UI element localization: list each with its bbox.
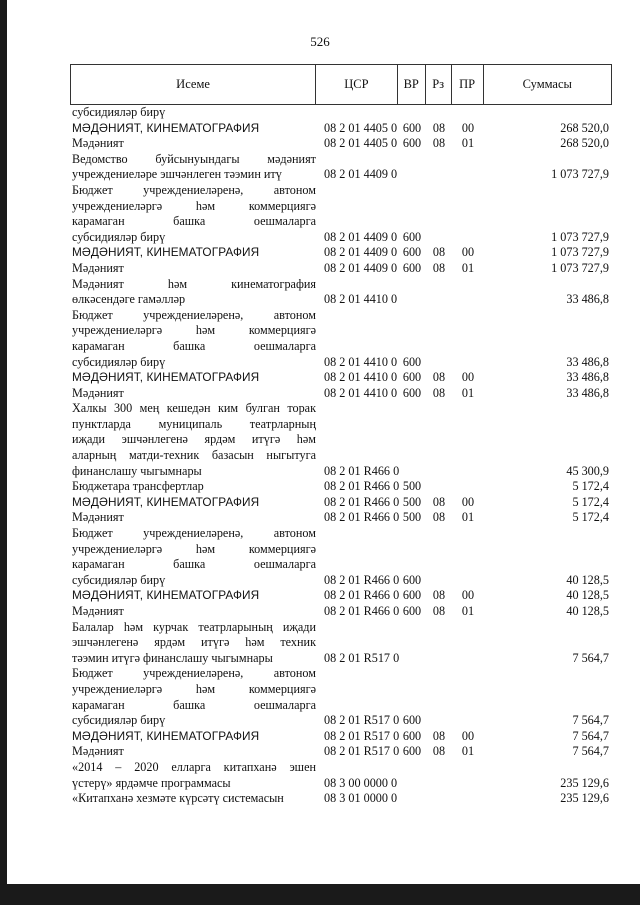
table-row xyxy=(70,386,612,402)
row-name xyxy=(70,620,316,667)
row-vr: 600 xyxy=(402,260,422,275)
row-name-line: Халкы 300 мең кешедән ким булган торак xyxy=(72,401,316,416)
row-rz: 08 xyxy=(432,385,446,400)
row-sum: 45 300,9 xyxy=(566,463,609,478)
row-csr: 08 3 00 0000 0 xyxy=(324,775,398,790)
row-csr: 08 2 01 R466 0 xyxy=(324,494,400,509)
row-pr: 00 xyxy=(461,494,475,509)
table-row xyxy=(70,526,612,588)
table-row xyxy=(70,510,612,526)
row-pr: 00 xyxy=(461,588,475,603)
row-name-line: аларның матди-техник базасын ныгытуга xyxy=(72,448,316,463)
row-pr: 01 xyxy=(461,136,475,151)
header-csr: ЦСР xyxy=(316,65,398,104)
row-pr: 00 xyxy=(461,120,475,135)
row-rz: 08 xyxy=(432,494,446,509)
row-name-line: Бюджет учреждениеләренә, автоном xyxy=(72,182,316,197)
row-sum: 33 486,8 xyxy=(566,354,609,369)
row-sum: 7 564,7 xyxy=(572,728,609,743)
row-name-line: субсидияләр бирү xyxy=(72,229,166,244)
row-sum: 268 520,0 xyxy=(560,120,609,135)
row-csr: 08 2 01 R466 0 xyxy=(324,604,400,618)
table-row xyxy=(70,401,612,479)
row-vr: 600 xyxy=(402,370,422,385)
row-name xyxy=(70,386,316,402)
table-body xyxy=(70,105,612,807)
row-csr: 08 2 01 R466 0 xyxy=(324,572,400,587)
row-name xyxy=(70,105,316,121)
row-name-line: субсидияләр бирү xyxy=(72,354,166,369)
row-vr: 600 xyxy=(402,245,422,260)
row-name-line: учреждениеләргә һәм коммерциягә xyxy=(72,323,316,338)
row-name-line: Мәдәният xyxy=(72,385,124,400)
table-row xyxy=(70,136,612,152)
row-csr: 08 2 01 4405 0 xyxy=(324,120,398,135)
row-name-line: Мәдәният xyxy=(72,744,124,759)
row-name-line: Ведомство буйсынуындагы мәдәният xyxy=(72,151,316,166)
row-name xyxy=(70,760,316,791)
row-name-line: субсидияләр бирү xyxy=(72,572,166,587)
row-csr: 08 2 01 4410 0 xyxy=(324,370,398,385)
table-header xyxy=(70,64,612,105)
row-name-line: МӘДӘНИЯТ, КИНЕМАТОГРАФИЯ xyxy=(72,370,260,385)
row-sum: 235 129,6 xyxy=(560,791,609,806)
row-csr: 08 2 01 R517 0 xyxy=(324,650,400,665)
row-name-line: өлкәсендәге гамәлләр xyxy=(72,292,186,307)
row-sum: 33 486,8 xyxy=(566,370,609,385)
table-row xyxy=(70,588,612,604)
row-rz: 08 xyxy=(432,728,446,743)
table-row xyxy=(70,370,612,386)
row-name-line: Мәдәният һәм кинематография xyxy=(72,276,316,291)
table-row xyxy=(70,744,612,760)
row-sum: 40 128,5 xyxy=(566,572,609,587)
row-csr: 08 2 01 4409 0 xyxy=(324,245,398,260)
row-name-line: учреждениеләре эшчәнлеген тәэмин итү xyxy=(72,167,282,182)
table-row xyxy=(70,495,612,511)
row-name-line: үстерү» ярдәмче программасы xyxy=(72,775,231,790)
row-csr: 08 2 01 4410 0 xyxy=(324,292,398,307)
row-name-line: Мәдәният xyxy=(72,136,124,151)
row-name xyxy=(70,666,316,728)
table-row xyxy=(70,620,612,667)
row-name xyxy=(70,510,316,526)
row-name-line: иҗади эшчәнлегенә ярдәм итүгә һәм xyxy=(72,432,316,447)
row-name xyxy=(70,308,316,370)
row-csr: 08 2 01 4410 0 xyxy=(324,385,398,400)
row-name xyxy=(70,136,316,152)
row-sum: 1 073 727,9 xyxy=(551,260,609,275)
row-vr: 600 xyxy=(402,713,422,728)
header-rz: Рз xyxy=(426,65,452,104)
row-name-line: карамаган башка оешмаларга xyxy=(72,338,316,353)
table-row xyxy=(70,791,612,807)
table-row xyxy=(70,105,612,121)
row-csr: 08 2 01 R466 0 xyxy=(324,463,400,478)
row-name xyxy=(70,401,316,479)
row-sum: 7 564,7 xyxy=(572,713,609,728)
row-sum: 5 172,4 xyxy=(572,494,609,509)
row-name xyxy=(70,495,316,511)
row-rz: 08 xyxy=(432,136,446,151)
row-csr: 08 2 01 R466 0 xyxy=(324,588,400,603)
row-vr: 500 xyxy=(402,494,422,509)
row-pr: 01 xyxy=(461,260,475,275)
row-csr: 08 2 01 4409 0 xyxy=(324,260,398,275)
row-csr: 08 2 01 R517 0 xyxy=(324,744,400,759)
row-pr: 00 xyxy=(461,245,475,260)
row-name xyxy=(70,729,316,745)
row-vr: 600 xyxy=(402,120,422,135)
row-sum: 1 073 727,9 xyxy=(551,245,609,260)
row-sum: 1 073 727,9 xyxy=(551,229,609,244)
row-csr: 08 2 01 R466 0 xyxy=(324,510,400,525)
row-vr: 500 xyxy=(402,510,422,525)
row-pr: 00 xyxy=(461,370,475,385)
row-pr: 01 xyxy=(461,744,475,759)
row-sum: 5 172,4 xyxy=(572,479,609,494)
row-rz: 08 xyxy=(432,260,446,275)
header-sum: Суммасы xyxy=(522,77,572,91)
table-row xyxy=(70,261,612,277)
row-name-line: Мәдәният xyxy=(72,260,124,275)
row-name xyxy=(70,121,316,137)
row-pr: 00 xyxy=(461,728,475,743)
row-name xyxy=(70,261,316,277)
table-row xyxy=(70,152,612,183)
row-sum: 7 564,7 xyxy=(572,650,609,665)
row-vr: 600 xyxy=(402,744,422,759)
header-vr: ВР xyxy=(398,65,426,104)
row-csr: 08 3 01 0000 0 xyxy=(324,791,398,806)
row-name-line: пунктларда муниципаль театрларның xyxy=(72,416,316,431)
row-vr: 600 xyxy=(402,588,422,603)
row-name-line: «2014 – 2020 елларга китапханә эшен xyxy=(72,759,316,774)
scan-border-bottom xyxy=(0,884,640,905)
row-sum: 33 486,8 xyxy=(566,292,609,307)
row-vr: 600 xyxy=(402,354,422,369)
row-name-line: тәэмин итүгә финанслашу чыгымнары xyxy=(72,650,273,665)
table-row xyxy=(70,308,612,370)
row-name-line: МӘДӘНИЯТ, КИНЕМАТОГРАФИЯ xyxy=(72,494,260,509)
row-name-line: карамаган башка оешмаларга xyxy=(72,697,316,712)
row-name-line: МӘДӘНИЯТ, КИНЕМАТОГРАФИЯ xyxy=(72,728,260,743)
row-name-line: субсидияләр бирү xyxy=(72,105,166,119)
row-name-line: карамаган башка оешмаларга xyxy=(72,214,316,229)
row-name-line: финанслашу чыгымнары xyxy=(72,463,202,478)
row-csr: 08 2 01 4405 0 xyxy=(324,136,398,151)
row-vr: 600 xyxy=(402,136,422,151)
row-rz: 08 xyxy=(432,245,446,260)
row-name xyxy=(70,277,316,308)
row-vr: 600 xyxy=(402,229,422,244)
table-row xyxy=(70,277,612,308)
header-name: Исеме xyxy=(71,65,316,104)
row-name xyxy=(70,588,316,604)
row-name-line: МӘДӘНИЯТ, КИНЕМАТОГРАФИЯ xyxy=(72,588,260,603)
table-row xyxy=(70,760,612,791)
row-name xyxy=(70,245,316,261)
row-name xyxy=(70,526,316,588)
row-name xyxy=(70,370,316,386)
row-name-line: МӘДӘНИЯТ, КИНЕМАТОГРАФИЯ xyxy=(72,245,260,260)
row-sum: 268 520,0 xyxy=(560,136,609,151)
row-name-line: субсидияләр бирү xyxy=(72,713,166,728)
row-rz: 08 xyxy=(432,120,446,135)
row-name xyxy=(70,152,316,183)
row-pr: 01 xyxy=(461,510,475,525)
row-vr: 500 xyxy=(402,479,422,494)
row-vr: 600 xyxy=(402,728,422,743)
table-row xyxy=(70,183,612,245)
row-rz: 08 xyxy=(432,510,446,525)
scan-border-left xyxy=(0,0,7,905)
row-vr: 600 xyxy=(402,385,422,400)
row-name-line: Бюджет учреждениеләренә, автоном xyxy=(72,526,316,541)
row-csr: 08 2 01 R517 0 xyxy=(324,713,400,728)
row-sum: 7 564,7 xyxy=(572,744,609,759)
row-vr: 600 xyxy=(402,572,422,587)
row-csr: 08 2 01 4410 0 xyxy=(324,354,398,369)
row-rz: 08 xyxy=(432,588,446,603)
row-sum: 5 172,4 xyxy=(572,510,609,525)
row-name-line: учреждениеләргә һәм коммерциягә xyxy=(72,541,316,556)
row-csr: 08 2 01 R466 0 xyxy=(324,479,400,494)
page-number: 526 xyxy=(310,34,330,49)
row-name-line: учреждениеләргә һәм коммерциягә xyxy=(72,198,316,213)
header-pr: ПР xyxy=(452,65,484,104)
row-rz: 08 xyxy=(432,604,446,618)
row-sum: 33 486,8 xyxy=(566,385,609,400)
row-name xyxy=(70,604,316,620)
table-row xyxy=(70,729,612,745)
row-pr: 01 xyxy=(461,604,475,618)
row-pr: 01 xyxy=(461,385,475,400)
row-name-line: Бюджетара трансфертлар xyxy=(72,479,204,494)
row-sum: 1 073 727,9 xyxy=(551,167,609,182)
table-row xyxy=(70,121,612,137)
row-name-line: МӘДӘНИЯТ, КИНЕМАТОГРАФИЯ xyxy=(72,120,260,135)
row-name-line: учреждениеләргә һәм коммерциягә xyxy=(72,681,316,696)
row-name xyxy=(70,791,316,807)
row-name-line: Бюджет учреждениеләренә, автоном xyxy=(72,666,316,681)
row-name xyxy=(70,479,316,495)
row-sum: 40 128,5 xyxy=(566,604,609,618)
table-row xyxy=(70,245,612,261)
row-name-line: эшчәнлегенә ярдәм итүгә һәм техник xyxy=(72,635,316,650)
row-sum: 235 129,6 xyxy=(560,775,609,790)
row-name-line: карамаган башка оешмаларга xyxy=(72,557,316,572)
table-row xyxy=(70,479,612,495)
row-csr: 08 2 01 R517 0 xyxy=(324,728,400,743)
row-name-line: Бюджет учреждениеләренә, автоном xyxy=(72,307,316,322)
row-name-line: «Китапханә хезмәте күрсәтү системасын xyxy=(72,791,284,806)
row-rz: 08 xyxy=(432,744,446,759)
row-csr: 08 2 01 4409 0 xyxy=(324,229,398,244)
row-name-line: Балалар һәм курчак театрларының иҗади xyxy=(72,619,316,634)
table-row xyxy=(70,666,612,728)
row-vr: 600 xyxy=(402,604,422,618)
row-sum: 40 128,5 xyxy=(566,588,609,603)
row-rz: 08 xyxy=(432,370,446,385)
row-csr: 08 2 01 4409 0 xyxy=(324,167,398,182)
table-row xyxy=(70,604,612,620)
row-name-line: Мәдәният xyxy=(72,604,124,618)
row-name xyxy=(70,183,316,245)
row-name xyxy=(70,744,316,760)
row-name-line: Мәдәният xyxy=(72,510,124,525)
